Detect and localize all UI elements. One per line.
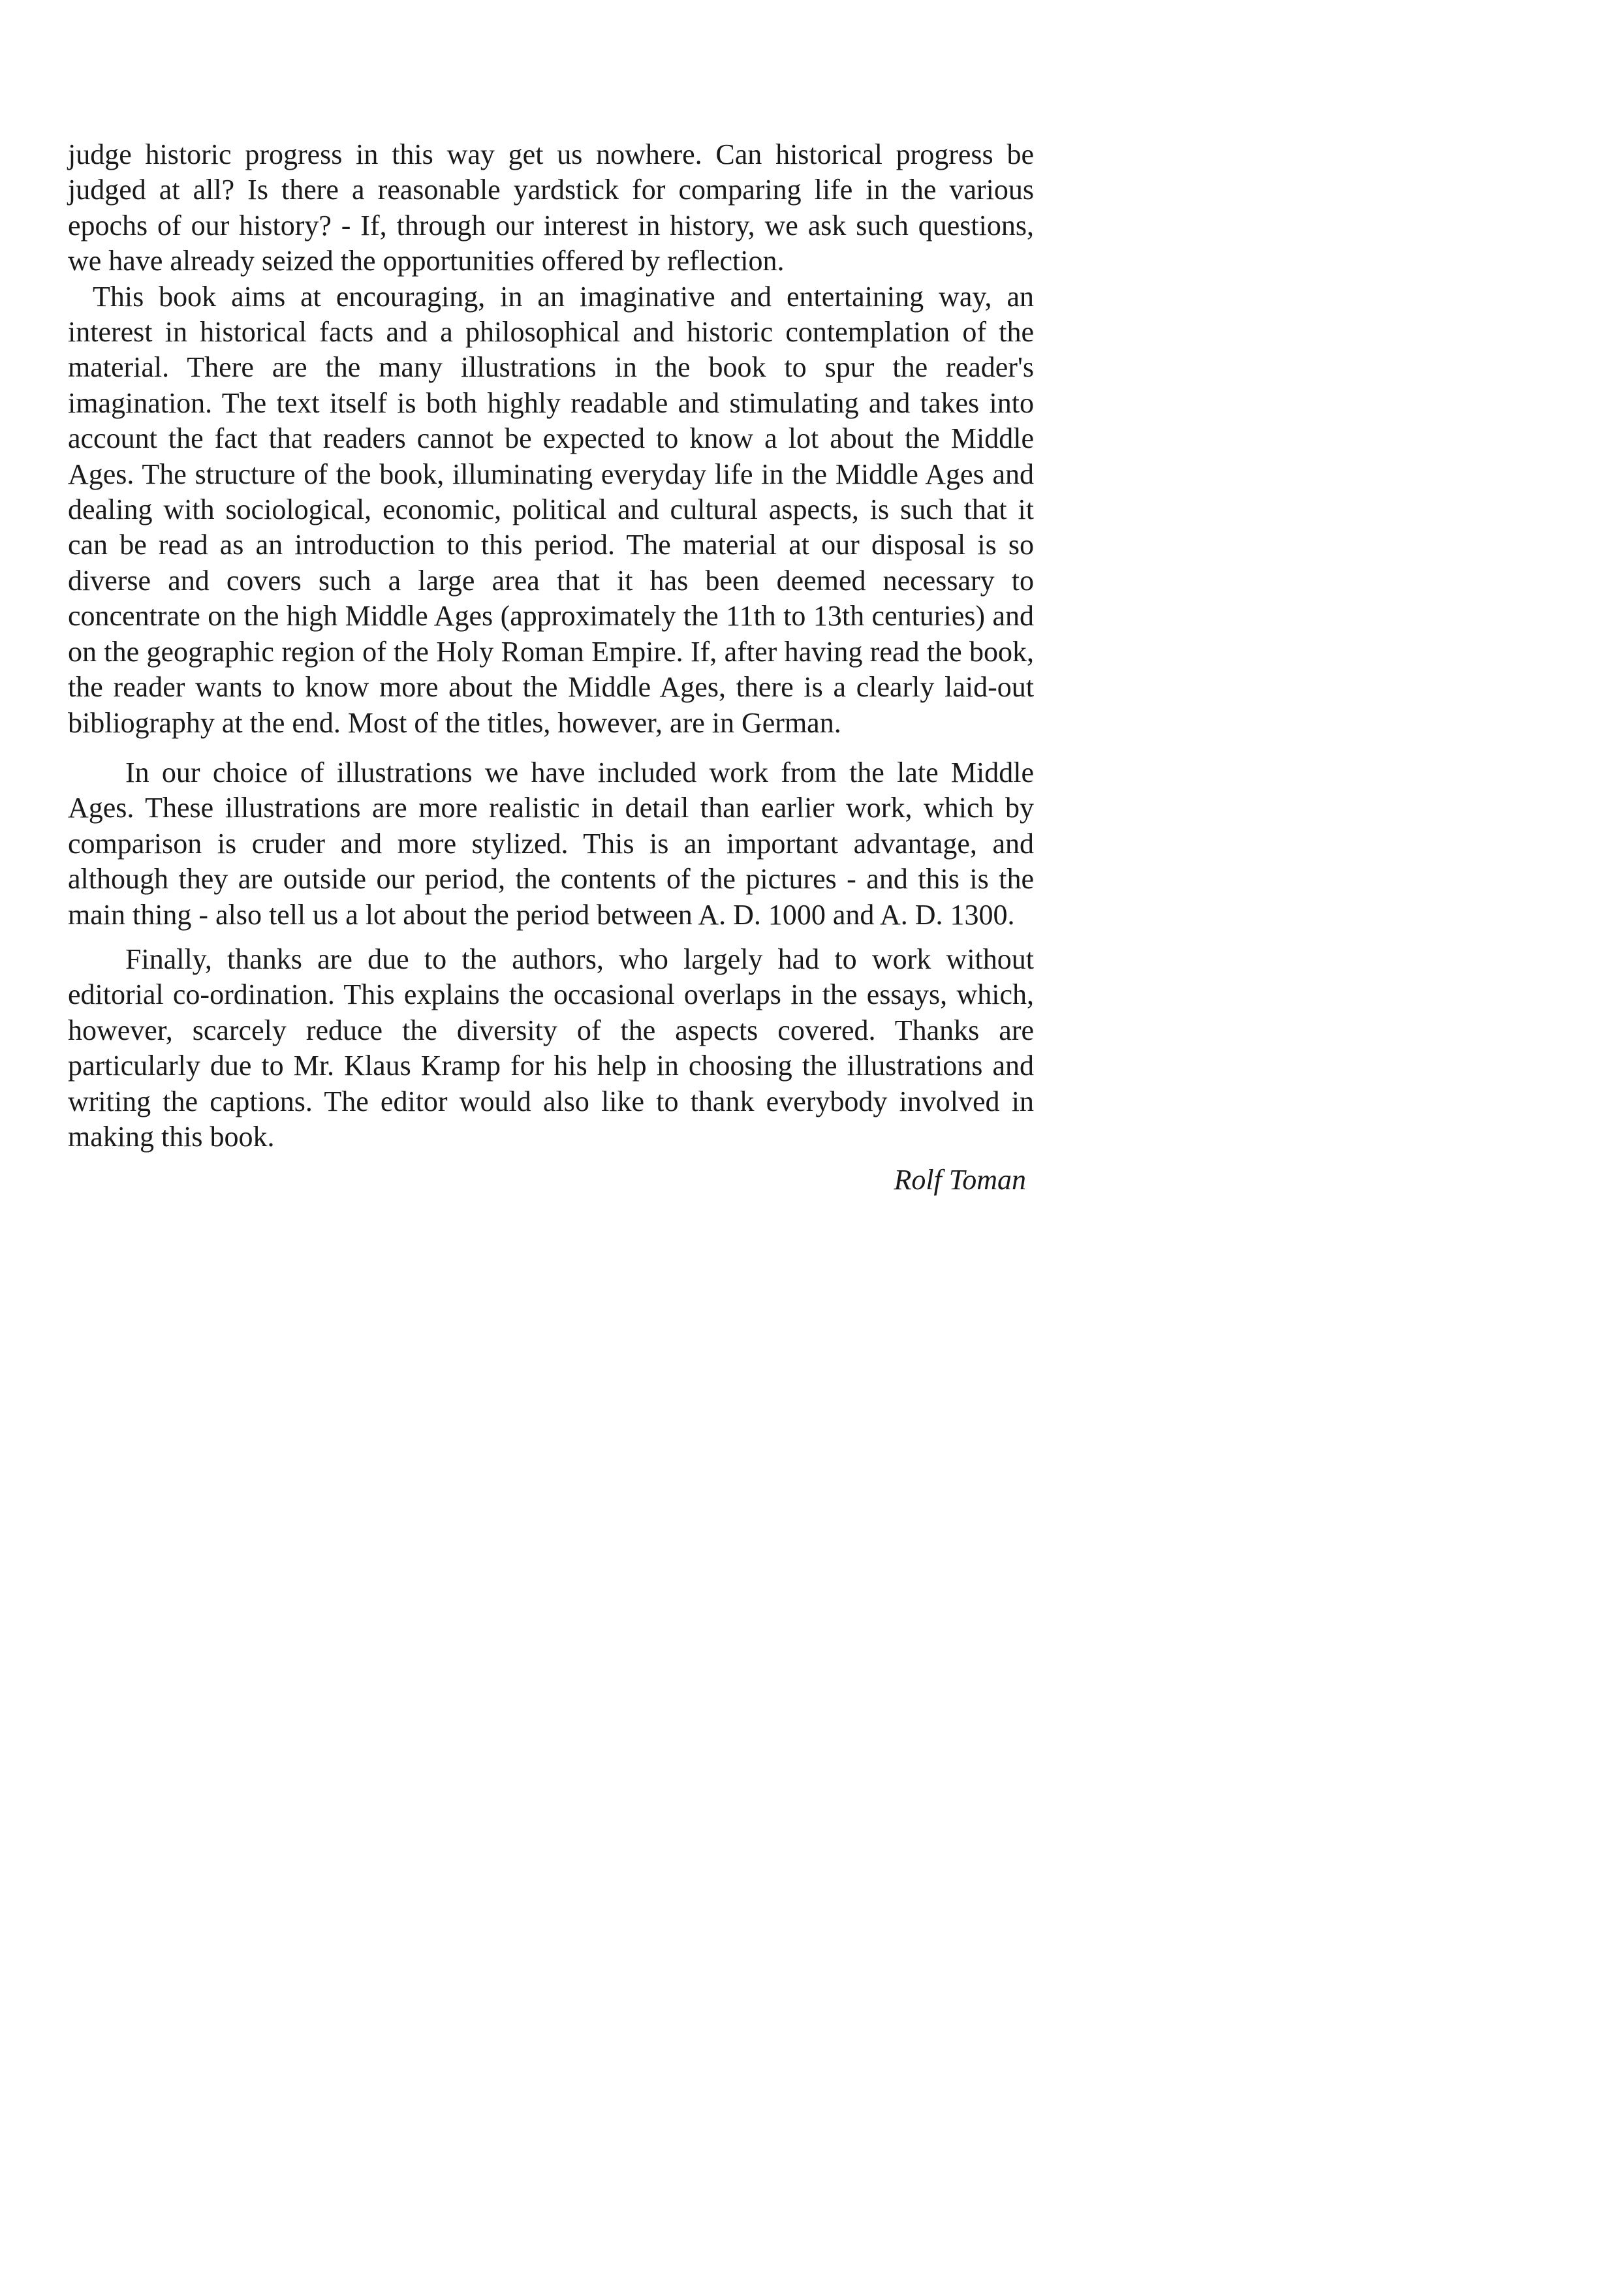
paragraph-3: In our choice of illustrations we have included work from the late Middle Ages. These illustrations are more realistic in detail than earlier work, which by comparison is cruder and more stylized. This is an important advantage, and although they are outside our period, the contents of the pictures - and this is the main thing - also tell us a lot about the period between A. D. 1000 and A. D. 1300. [68, 756, 1034, 931]
paragraph-1: judge historic progress in this way get us nowhere. Can historical progress be judged at all? Is there a reasonable yardstick for comparing life in the various epochs of our history? - If, through our interest in history, we ask such questions, we have already seized the opportunities offered by reflection. [68, 138, 1034, 277]
author-signature: Rolf Toman [894, 1164, 1026, 1196]
paragraph-2: This book aims at encouraging, in an imaginative and entertaining way, an interest in historical facts and a philosophical and historic contemplation of the material. There are the many illustrations in the book to spur the reader's imagination. The text itself is both highly readable and stimulating and takes into account the fact that readers cannot be expected to know a lot about the Middle Ages. The structure of the book, illuminating everyday life in the Middle Ages and dealing with sociological, economic, political and cultural aspects, is such that it can be read as an introduction to this period. The material at our disposal is so diverse and covers such a large area that it has been deemed necessary to concentrate on the high Middle Ages (approximately the 11th to 13th centuries) and on the geographic region of the Holy Roman Empire. If, after having read the book, the reader wants to know more about the Middle Ages, there is a clearly laid-out bibliography at the end. Most of the titles, however, are in German. [68, 280, 1034, 739]
document-page [68, 137, 1034, 1198]
paragraph-4: Finally, thanks are due to the authors, who largely had to work without editorial co-ordination. This explains the occasional overlaps in the essays, which, however, scarcely reduce the diversity of the aspects covered. Thanks are particularly due to Mr. Klaus Kramp for his help in choosing the illustrations and writing the captions. The editor would also like to thank everybody involved in making this book. [68, 943, 1034, 1153]
